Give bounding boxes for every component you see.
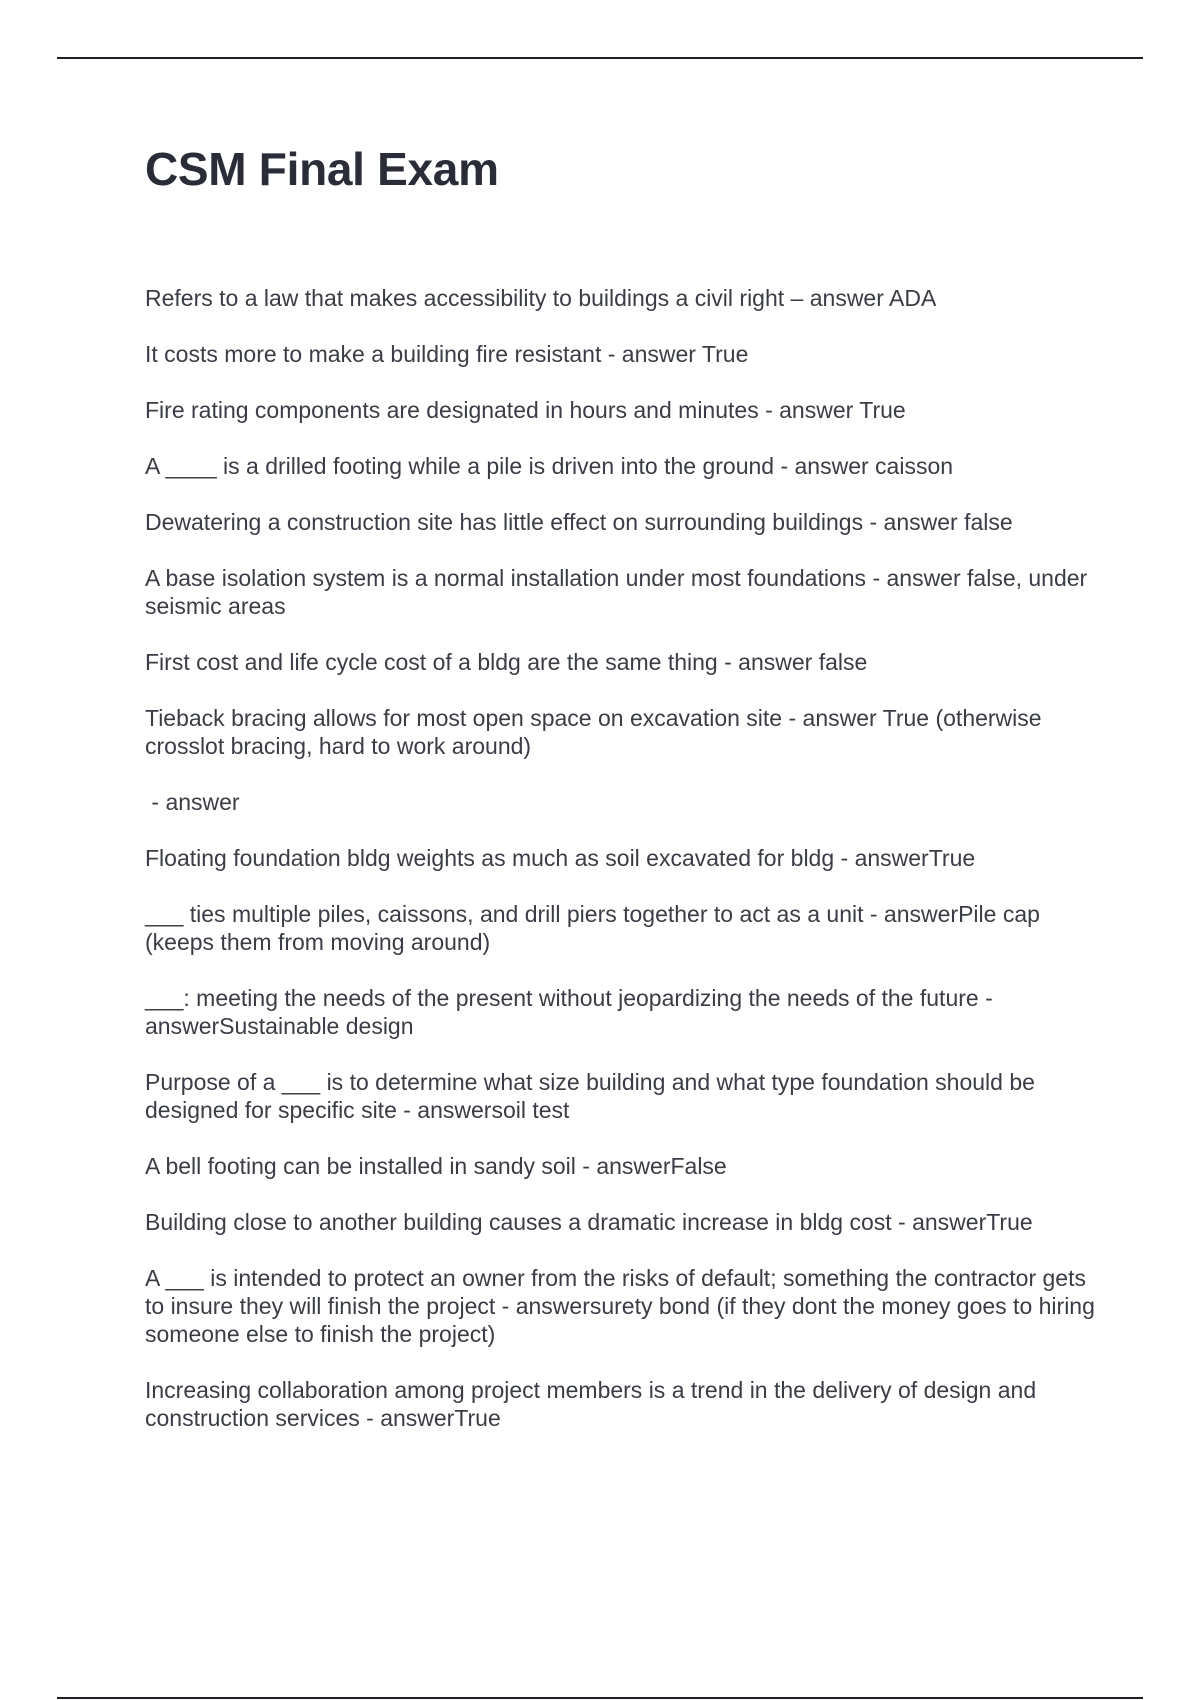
page-title: CSM Final Exam — [145, 143, 499, 195]
question-item: ___: meeting the needs of the present without jeopardizing the needs of the future - answerSustainable design — [145, 985, 993, 1039]
question-item: Refers to a law that makes accessibility to buildings a civil right – answer ADA — [145, 285, 937, 311]
question-item: First cost and life cycle cost of a bldg are the same thing - answer false — [145, 649, 868, 675]
question-item: Purpose of a ___ is to determine what size building and what type foundation should be designed for specific site - answersoil test — [145, 1069, 1035, 1123]
question-list — [145, 284, 1095, 1460]
question-item: Building close to another building causes a dramatic increase in bldg cost - answerTrue — [145, 1209, 1033, 1235]
question-item: Tieback bracing allows for most open space on excavation site - answer True (otherwise crosslot bracing, hard to work around) — [145, 705, 1042, 759]
question-item: A base isolation system is a normal installation under most foundations - answer false, under seismic areas — [145, 565, 1088, 619]
question-item: A bell footing can be installed in sandy soil - answerFalse — [145, 1153, 727, 1179]
question-item: Fire rating components are designated in hours and minutes - answer True — [145, 397, 906, 423]
question-item: A ___ is intended to protect an owner from the risks of default; something the contractor gets to insure they will finish the project - answersurety bond (if they dont the money goes to hiring someone else to finish the project) — [145, 1265, 1095, 1347]
question-item: ___ ties multiple piles, caissons, and drill piers together to act as a unit - answerPile cap (keeps them from moving around) — [145, 901, 1040, 955]
question-item: A ____ is a drilled footing while a pile is driven into the ground - answer caisson — [145, 453, 954, 479]
question-item: Increasing collaboration among project members is a trend in the delivery of design and construction services - answerTrue — [145, 1377, 1037, 1431]
question-item: - answer — [145, 789, 240, 815]
question-item: It costs more to make a building fire resistant - answer True — [145, 341, 749, 367]
bottom-divider — [57, 1697, 1143, 1699]
question-item: Floating foundation bldg weights as much as soil excavated for bldg - answerTrue — [145, 845, 976, 871]
top-divider — [57, 57, 1143, 59]
question-item: Dewatering a construction site has little effect on surrounding buildings - answer false — [145, 509, 1013, 535]
